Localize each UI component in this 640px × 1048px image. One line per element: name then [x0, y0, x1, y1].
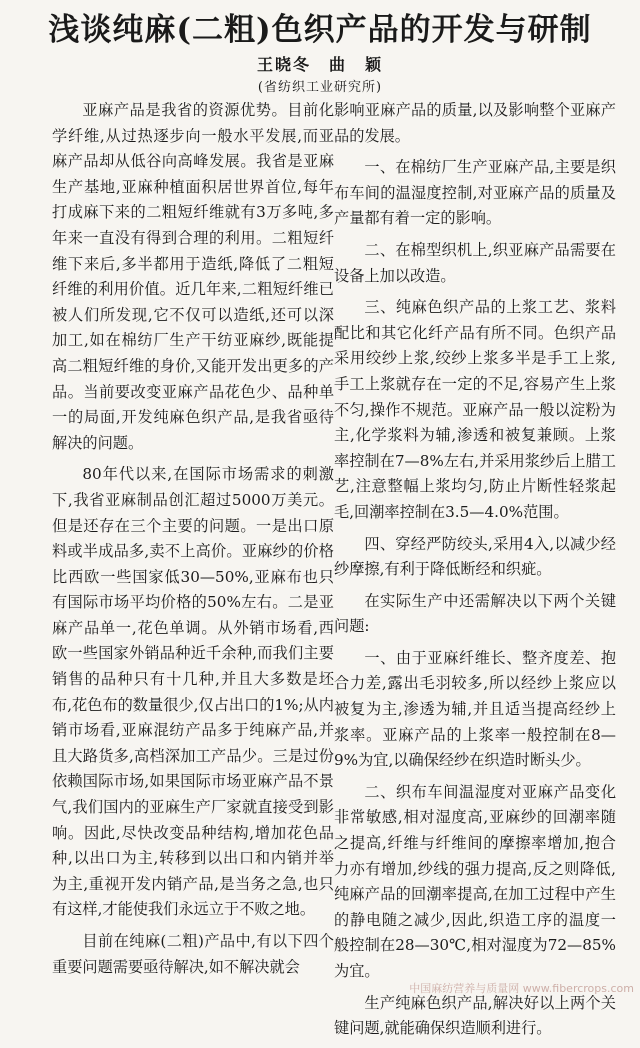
left-column: [52, 98, 334, 986]
paragraph: 二、织布车间温湿度对亚麻产品变化非常敏感,相对湿度高,亚麻纱的回潮率随之提高,纤维与纤维间的摩擦率增加,抱合力亦有增加,纱线的强力提高,反之则降低,纯麻产品的回潮率提高,在加工过程中产生的静电随之减少,因此,织造工序的温度一般控制在28—30℃,相对湿度为72—85%为宜。: [334, 782, 616, 980]
paragraph: 一、在棉纺厂生产亚麻产品,主要是织布车间的温湿度控制,对亚麻产品的质量及产量都有着一定的影响。: [334, 158, 616, 228]
paragraph: 亚麻产品是我省的资源优势。目前化学纤维,从过热逐步向一般水平发展,而亚麻产品却从低谷向高峰发展。我省是亚麻生产基地,亚麻种植面积居世界首位,每年打成麻下来的二粗短纤维就有3万多吨,多年来一直没有得到合理的利用。二粗短纤维下来后,多半都用于造纸,降低了二粗短纤维的利用价值。近几年来,二粗短纤维已被人们所发现,它不仅可以造纸,还可以深加工,如在棉纺厂生产干纺亚麻纱,既能提高二粗短纤维的身价,又能开发出更多的产品。当前要改变亚麻产品花色少、品种单一的局面,开发纯麻色织产品,是我省亟待解决的问题。: [52, 101, 334, 452]
paragraph: 生产纯麻色织产品,解决好以上两个关键问题,就能确保织造顺利进行。: [334, 993, 616, 1038]
paragraph: 三、纯麻色织产品的上浆工艺、浆料配比和其它化纤产品有所不同。色织产品采用绞纱上浆,绞纱上浆多半是手工上浆,手工上浆就存在一定的不足,容易产生上浆不匀,操作不规范。亚麻产品一般以淀粉为主,化学浆料为辅,渗透和被复兼顾。上浆率控制在7—8%左右,并采用浆纱后上腊工艺,注意整幅上浆均匀,防止片断性轻浆起毛,回潮率控制在3.5—4.0%范围。: [334, 298, 616, 521]
article-title: 浅谈纯麻(二粗)色织产品的开发与研制: [48, 12, 592, 48]
article-affiliation: (省纺织工业研究所): [257, 80, 383, 95]
paragraph: 80年代以来,在国际市场需求的刺激下,我省亚麻制品创汇超过5000万美元。但是还存在三个主要的问题。一是出口原料或半成品多,卖不上高价。亚麻纱的价格比西欧一些国家低30—50%,亚麻布也只有国际市场平均价格的50%左右。二是亚麻产品单一,花色单调。从外销市场看,西欧一些国家外销品种近千余种,而我们主要销售的品种只有十几种,并且大多数是坯布,花色布的数量很少,仅占出口的1%;从内销市场看,亚麻混纺产品多于纯麻产品,并且大路货多,高档深加工产品少。三是过份依赖国际市场,如果国际市场亚麻产品不景气,我们国内的亚麻生产厂家就直接受到影响。因此,尽快改变品种结构,增加花色品种,以出口为主,转移到以出口和内销并举为主,重视开发内销产品,是当务之急,也只有这样,才能使我们永远立于不败之地。: [52, 465, 334, 919]
paragraph: 四、穿经严防绞头,采用4入,以减少经纱摩擦,有利于降低断经和织疵。: [334, 534, 616, 579]
paragraph: 影响亚麻产品的质量,以及影响整个亚麻产品的发展。: [334, 101, 616, 145]
right-column: [334, 98, 616, 1048]
paragraph: 二、在棉型织机上,织亚麻产品需要在设备上加以改造。: [334, 240, 616, 285]
article-authors: 王晓冬 曲 颖: [256, 55, 383, 74]
paragraph: 在实际生产中还需解决以下两个关键问题:: [334, 591, 616, 636]
paragraph: 一、由于亚麻纤维长、整齐度差、抱合力差,露出毛羽较多,所以经纱上浆应以被复为主,渗透为辅,并且适当提高经纱上浆率。亚麻产品的上浆率一般控制在8—9%为宜,以确保经纱在织造时断头少。: [334, 648, 616, 770]
paragraph: 目前在纯麻(二粗)产品中,有以下四个重要问题需要亟待解决,如不解决就会: [52, 932, 334, 976]
site-watermark: 中国麻纺营养与质量网 www.fibercrops.com: [409, 982, 634, 995]
